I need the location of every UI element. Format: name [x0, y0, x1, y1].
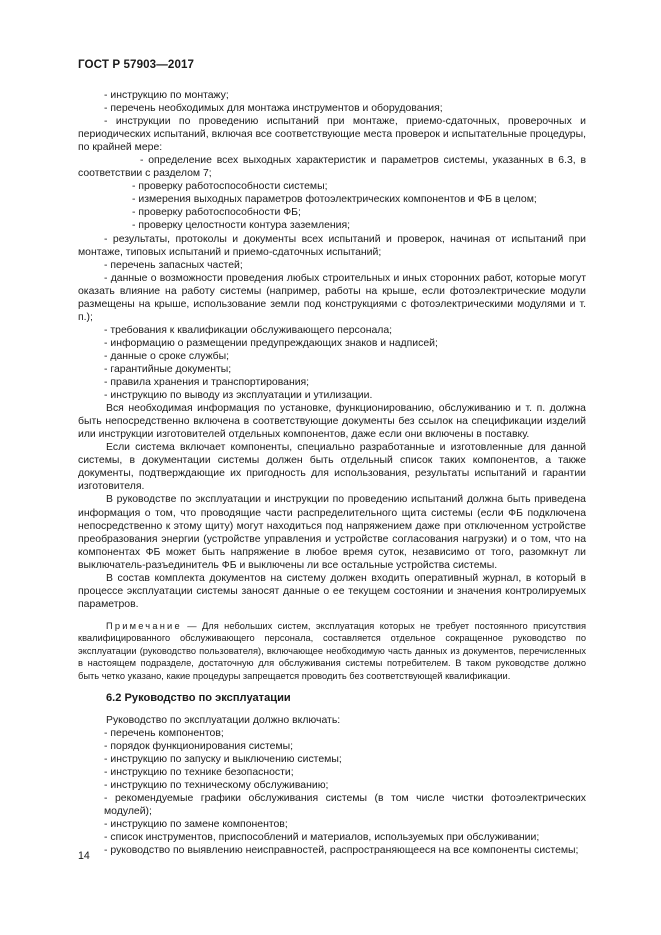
list-item: - инструкцию по техническому обслуживанию;: [104, 780, 329, 792]
list-item: - данные о сроке службы;: [104, 350, 230, 362]
list-item: - перечень запасных частей;: [104, 259, 243, 271]
list-item: - инструкцию по запуску и выключению системы;: [104, 754, 342, 766]
list-item: - рекомендуемые графики обслуживания системы (в том числе чистки фотоэлектрических модулей);: [104, 793, 586, 818]
note: [78, 620, 586, 682]
document-header: ГОСТ Р 57903—2017: [78, 58, 195, 71]
list-item: - информацию о размещении предупреждающих знаков и надписей;: [104, 337, 438, 349]
sub-sub-list-item: - проверку работоспособности системы;: [132, 181, 328, 193]
sub-sub-list-item: - проверку целостности контура заземления;: [132, 220, 351, 232]
section-heading: 6.2 Руководство по эксплуатации: [106, 691, 291, 704]
paragraph: Вся необходимая информация по установке, функционированию, обслуживанию и т. п. должна быть непосредственно включена в соответствующие документы без ссылок на спецификации изделий или инструкции изготовителей отдельных компонентов, даже если они включены в поставку.: [78, 403, 586, 441]
section-intro: Руководство по эксплуатации должно включать:: [106, 714, 341, 726]
list-item: - инструкцию по технике безопасности;: [104, 767, 294, 779]
list-item: - данные о возможности проведения любых строительных и иных сторонних работ, которые могут оказать влияние на работу системы (например, работы на крыше, если фотоэлектрические модули размещены на крыше, использование земли под конструкциями с фотоэлектрическими модулями и т. п.);: [78, 272, 586, 323]
list-item: - гарантийные документы;: [104, 363, 232, 375]
list-item: - правила хранения и транспортирования;: [104, 377, 310, 389]
sub-sub-list-item: - проверку работоспособности ФБ;: [132, 207, 301, 219]
list-item: - порядок функционирования системы;: [104, 741, 294, 753]
list-item: - инструкцию по монтажу;: [104, 90, 229, 101]
paragraph: В состав комплекта документов на систему должен входить оперативный журнал, в который в процессе эксплуатации системы заносят данные о ее текущем состоянии и значения контролируемых параметров.: [78, 572, 586, 610]
sub-list-item: - определение всех выходных характеристик и параметров системы, указанных в 6.3, в соответствии с разделом 7;: [78, 155, 586, 180]
page-number: 14: [78, 850, 90, 862]
paragraph: Если система включает компоненты, специально разработанные и изготовленные для данной системы, в документации системы должен быть отдельный список таких компонентов, а также документы, подтверждающие их пригодность для использования, результаты испытаний и гарантии изготовителя.: [78, 442, 586, 493]
list-item: - инструкцию по выводу из эксплуатации и утилизации.: [104, 390, 373, 402]
page-content: [78, 89, 586, 857]
sub-sub-list-item: - измерения выходных параметров фотоэлектрических компонентов и ФБ в целом;: [132, 194, 537, 206]
list-item: - руководство по выявлению неисправностей, распространяющееся на все компоненты системы;: [104, 845, 579, 857]
list-item: - список инструментов, приспособлений и материалов, используемых при обслуживании;: [104, 832, 540, 844]
note-text: — Для небольших систем, эксплуатация которых не требует постоянного присутствия квалифицированного обслуживающего персонала, составляется отдельное сокращенное руководство по эксплуатации (руководство пользователя), включающее необходимую часть данных из документов, перечисленных в настоящем подразделе, достаточную для обслуживания системы потребителем. В таком руководстве должно быть четко указано, какие процедуры запрещается проводить без соответствующей квалификации.: [78, 620, 586, 681]
list-item: - перечень необходимых для монтажа инструментов и оборудования;: [104, 103, 443, 115]
list-item: - инструкции по проведению испытаний при монтаже, приемо-сдаточных, проверочных и периодических испытаний, включая все соответствующие места проверок и испытательные процедуры, по крайней мере:: [78, 116, 586, 154]
list-item: - перечень компонентов;: [104, 728, 224, 739]
note-label: Примечание: [106, 620, 182, 631]
list-item: - инструкцию по замене компонентов;: [104, 819, 288, 831]
list-item: - требования к квалификации обслуживающего персонала;: [104, 324, 393, 336]
list-item: - результаты, протоколы и документы всех испытаний и проверок, начиная от испытаний при монтаже, типовых испытаний и приемо-сдаточных испытаний;: [78, 233, 586, 258]
paragraph: В руководстве по эксплуатации и инструкции по проведению испытаний должна быть приведена информация о том, что проводящие части распределительного щита системы (если ФБ подключена непосредственно к этому щиту) могут находиться под напряжением даже при отключенном устройстве преобразования энергии (устройстве управления и устройстве согласования нагрузки) и о том, что на компонентах ФБ может быть напряжение в любое время суток, независимо от того, разомкнут ли выключатель-разъединитель ФБ и выключены ли все остальные устройства системы.: [78, 494, 586, 571]
